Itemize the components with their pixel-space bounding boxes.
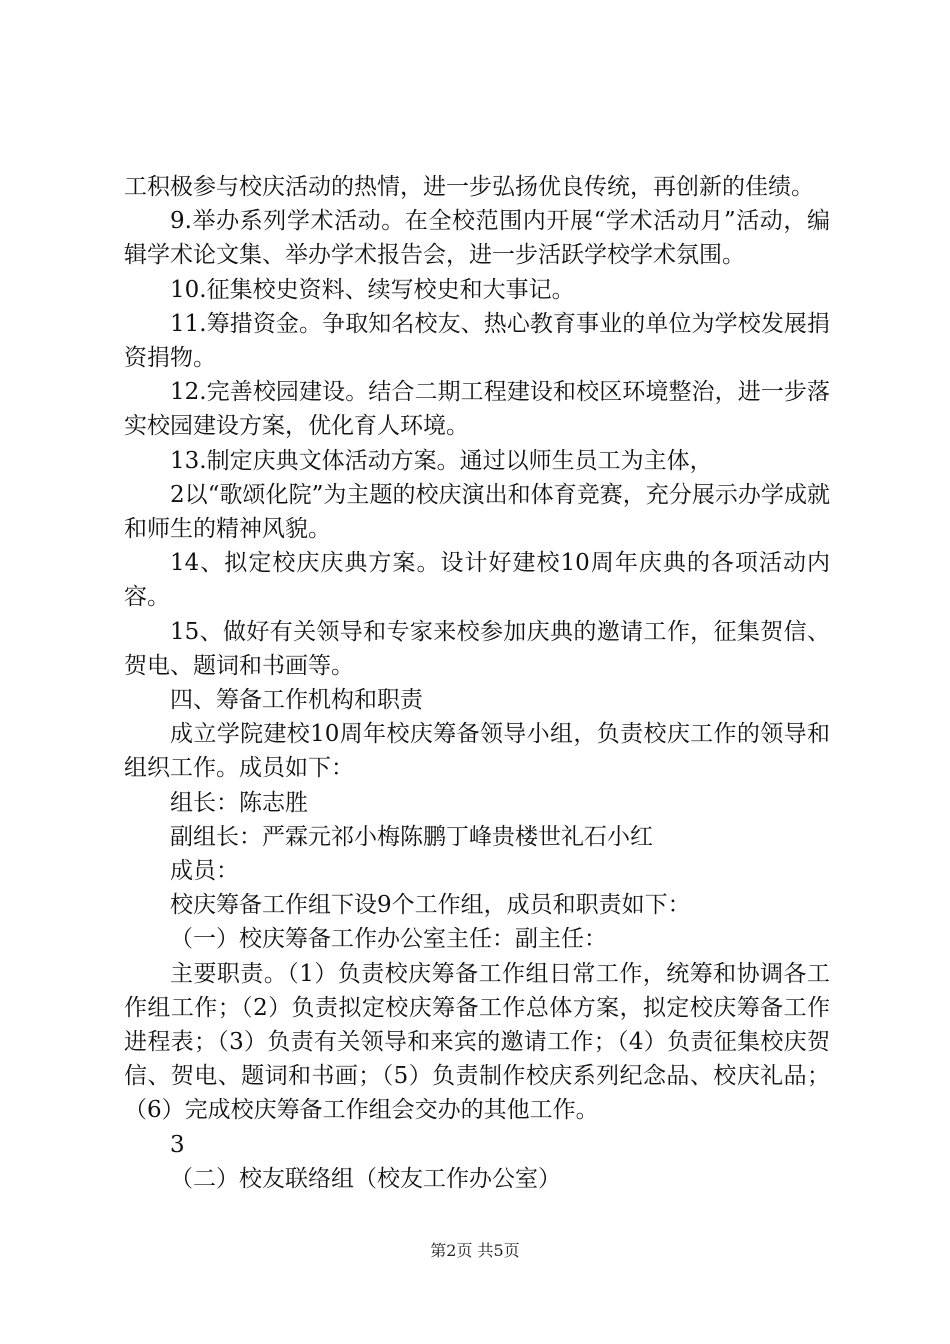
paragraph: 12.完善校园建设。结合二期工程建设和校区环境整治，进一步落实校园建设方案，优化育人环境。: [124, 379, 830, 440]
paragraph: 9.举办系列学术活动。在全校范围内开展“学术活动月”活动，编辑学术论文集、举办学术报告会，进一步活跃学校学术氛围。: [124, 208, 830, 269]
subsection-heading: （二）校友联络组（校友工作办公室）: [170, 1165, 561, 1192]
paragraph: 副组长：严霖元祁小梅陈鹏丁峰贵楼世礼石小红: [170, 823, 653, 850]
paragraph: 成员：: [170, 858, 239, 885]
page-footer: [0, 1241, 950, 1261]
paragraph: 工积极参与校庆活动的热情，进一步弘扬优良传统，再创新的佳绩。: [124, 174, 814, 200]
paragraph: 13.制定庆典文体活动方案。通过以师生员工为主体，: [170, 447, 713, 474]
subsection-heading: （一）校庆筹备工作办公室主任：副主任：: [170, 926, 607, 953]
paragraph: 3: [170, 1131, 185, 1158]
paragraph: 校庆筹备工作组下设9个工作组，成员和职责如下：: [170, 892, 691, 919]
section-heading: 四、筹备工作机构和职责: [170, 687, 423, 714]
paragraph: 14、拟定校庆庆典方案。设计好建校10周年庆典的各项活动内容。: [124, 550, 830, 611]
paragraph: 主要职责。（1）负责校庆筹备工作组日常工作，统筹和协调各工作组工作；（2）负责拟定校庆筹备工作总体方案，拟定校庆筹备工作进程表；（3）负责有关领导和来宾的邀请工作；（4）负责征集校庆贺信、贺电、题词和书画；（5）负责制作校庆系列纪念品、校庆礼品；（6）完成校庆筹备工作组会交办的其他工作。: [124, 960, 830, 1124]
paragraph: 11.筹措资金。争取知名校友、热心教育事业的单位为学校发展捐资捐物。: [124, 310, 830, 372]
paragraph: 成立学院建校10周年校庆筹备领导小组，负责校庆工作的领导和组织工作。成员如下：: [124, 721, 830, 782]
document-body: [124, 170, 830, 1196]
paragraph: 组长：陈志胜: [170, 789, 308, 816]
paragraph: 2以“歌颂化院”为主题的校庆演出和体育竞赛，充分展示办学成就和师生的精神风貌。: [124, 481, 830, 543]
paragraph: 10.征集校史资料、续写校史和大事记。: [170, 276, 575, 303]
page-number-label: 第2页 共5页: [430, 1241, 520, 1260]
paragraph: 15、做好有关领导和专家来校参加庆典的邀请工作，征集贺信、贺电、题词和书画等。: [124, 618, 830, 679]
